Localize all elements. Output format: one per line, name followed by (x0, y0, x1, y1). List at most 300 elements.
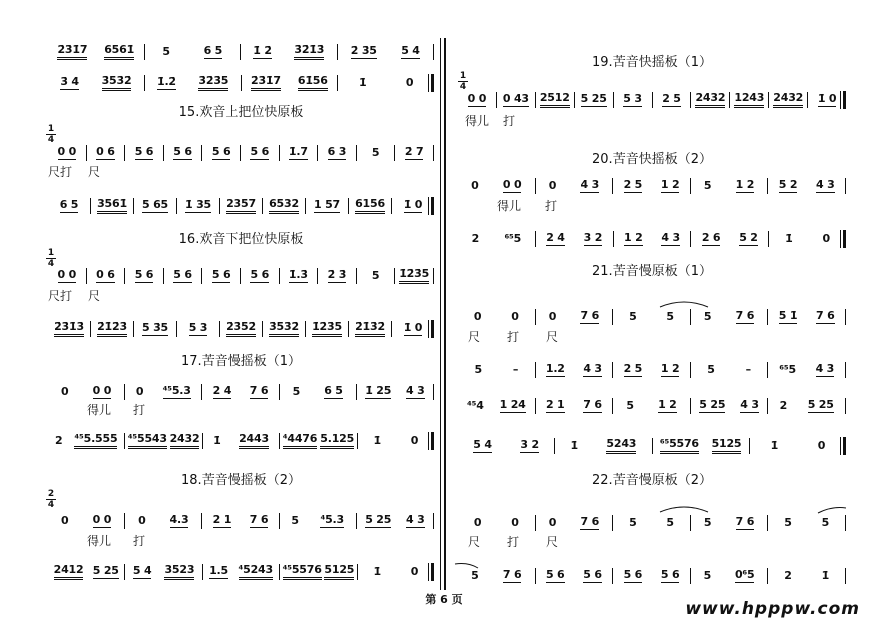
lyric: 打 (133, 534, 146, 548)
lyric: 得儿 (87, 403, 112, 417)
measure (768, 398, 846, 414)
time-signature (46, 124, 56, 145)
note-group: 2357 (226, 198, 256, 214)
note-group: 0 0 (57, 268, 77, 281)
note-group: 5 65 (142, 198, 168, 211)
right-column (458, 0, 846, 628)
column-separator (444, 38, 446, 590)
note-group: 3 2 (520, 438, 539, 451)
lyrics-line (48, 402, 434, 418)
note-group: 5 6 (250, 268, 270, 281)
note-group: 2 (779, 398, 788, 412)
measure (48, 198, 91, 214)
measure (48, 564, 125, 580)
lyrics-line (458, 329, 846, 345)
section-title: 17.苦音慢摇板（1） (181, 354, 301, 369)
note-group: 5 (629, 515, 637, 529)
note-group: 1̇2̇3̇5 (312, 321, 342, 337)
note-group: 0 (548, 515, 557, 529)
note-group: 5 25 (365, 513, 392, 526)
measure (357, 384, 434, 400)
measure (536, 515, 614, 531)
note-group: 5 (784, 515, 792, 529)
note-group: ⁴⁵5.555 (74, 433, 117, 449)
note-group: 5 4 (473, 438, 492, 451)
note-group: 5 (703, 309, 712, 323)
note-group: 2 (54, 433, 63, 447)
note-group: 1 24 (499, 398, 526, 411)
note-group: ⁴5243 (239, 564, 273, 580)
note-group: 1 2 (660, 178, 680, 191)
measure (145, 44, 242, 60)
measure (145, 75, 242, 91)
note-group: 1 2 (624, 231, 643, 244)
measure (280, 513, 357, 529)
note-group: 1̇ 0 (403, 321, 423, 334)
measure (395, 145, 434, 161)
note-group: 6 5 (59, 198, 79, 211)
note-group: 0⁶5 (734, 568, 755, 581)
note-group: 2̇3̇1̇3̇ (54, 321, 84, 337)
measure (164, 145, 203, 161)
measure (575, 92, 614, 108)
lyric: 打 (503, 114, 516, 128)
note-group: 5 3̇5 (142, 321, 168, 334)
measure (338, 44, 435, 60)
measure (220, 321, 263, 337)
measure (202, 384, 279, 400)
note-group: 61̇56 (298, 75, 328, 91)
note-group: 0 0 (57, 145, 77, 158)
note-group: 4 3 (815, 362, 835, 375)
time-signature-top: 2 (47, 489, 55, 499)
note-group: 0 (410, 433, 419, 447)
notation-line (48, 562, 434, 582)
measure (48, 44, 145, 60)
measure (241, 145, 280, 161)
note-group: 2̇ 3̇ (327, 268, 347, 281)
measure (306, 198, 349, 214)
lyric: 打 (507, 330, 520, 344)
measure (338, 75, 434, 91)
note-group: 2512 (540, 92, 570, 108)
measure (395, 268, 434, 284)
note-group: 3523 (164, 564, 194, 580)
note-group: 0 0 (467, 92, 487, 105)
lyric: 得儿 (465, 114, 490, 128)
measure (125, 513, 202, 529)
measure (691, 92, 730, 108)
measure (357, 268, 396, 284)
measure (48, 513, 125, 529)
note-group: 0 6 (96, 145, 115, 158)
note-group: 5 6 (250, 145, 270, 158)
note-group: ⁴⁵4 (466, 398, 484, 412)
note-group: 2 (471, 231, 480, 245)
note-group: 6561̇ (104, 44, 134, 60)
note-group: 1̇ 2̇ (253, 44, 272, 57)
note-group: 5 (703, 515, 712, 529)
note-group: 1 2 (735, 178, 755, 191)
note-group: 0 (817, 438, 826, 452)
time-signature (458, 71, 468, 92)
measure (125, 384, 202, 400)
measure (730, 92, 769, 108)
notation-line (458, 176, 846, 196)
measure (48, 145, 87, 161)
notation-line (458, 307, 846, 327)
note-group: 2̇3̇1̇7 (57, 44, 87, 60)
measure (769, 92, 808, 108)
note-group: – (512, 362, 519, 376)
note-group: 3 2 (583, 231, 603, 244)
note-group: 0 (473, 309, 482, 323)
time-signature (46, 489, 56, 510)
note-group: 2 5 (662, 92, 681, 105)
note-group: 2 (784, 568, 792, 582)
time-signature-bottom: 4 (47, 259, 55, 269)
note-group: 4 3 (406, 513, 425, 526)
measure (458, 362, 536, 378)
note-group: 5 (626, 398, 634, 412)
note-group: 3̇53̇2̇ (269, 321, 299, 337)
measure (653, 92, 692, 108)
notation-line (48, 511, 434, 531)
note-group: 5 (162, 44, 170, 58)
note-group: 4.3 (169, 513, 189, 526)
measure (497, 92, 536, 108)
lyric: 尺打 (48, 289, 73, 303)
note-group: 0 (410, 564, 419, 578)
note-group: 7 6 (583, 398, 602, 411)
note-group: 5125 (712, 438, 742, 454)
note-group: 1.5 (209, 564, 228, 577)
note-group: 1̇ 0 (817, 92, 837, 105)
note-group: 6 5 (324, 384, 343, 397)
section-title: 21.苦音慢原板（1） (592, 264, 712, 279)
note-group: 1̇ (785, 231, 793, 245)
measure (691, 178, 769, 194)
note-group: 1̇ 35 (185, 198, 211, 211)
measure (358, 564, 434, 580)
note-group: 2̇1̇3̇2̇ (355, 321, 385, 337)
measure (614, 92, 653, 108)
measure (808, 92, 846, 108)
lyric: 打 (133, 403, 146, 417)
measure (358, 433, 434, 449)
measure (202, 268, 241, 284)
time-signature-bottom: 4 (459, 82, 467, 92)
lyrics-line (48, 288, 434, 304)
notation-line (48, 143, 434, 163)
note-group: 0 0 (92, 384, 112, 397)
note-group: 3̇2̇3̇5 (198, 75, 228, 91)
measure (306, 321, 349, 337)
section-title: 16.欢音下把位快原板 (178, 232, 304, 247)
note-group: 7 6 (249, 513, 269, 526)
measure (134, 321, 177, 337)
measure (392, 321, 434, 337)
note-group: 0 (511, 309, 519, 323)
note-group: ⁴⁵5543 (128, 433, 167, 449)
note-group: 5125 (324, 564, 354, 580)
note-group: 2 5 (623, 362, 643, 375)
section-title: 22.苦音慢原板（2） (592, 473, 712, 488)
lyrics-line (458, 113, 846, 129)
note-group: 4 3 (661, 231, 680, 244)
note-group: 2432 (695, 92, 725, 108)
measure (318, 268, 357, 284)
note-group: 5 25 (92, 564, 119, 577)
note-group: 1̇.7 (288, 145, 308, 158)
measure (458, 309, 536, 325)
measure (691, 515, 769, 531)
measure (458, 398, 536, 414)
note-group: 2 1 (212, 513, 232, 526)
note-group: 5 (292, 384, 301, 398)
measure (87, 145, 126, 161)
note-group: 5 (666, 309, 674, 323)
note-group: 2 4 (212, 384, 232, 397)
measure (458, 92, 497, 108)
measure (691, 309, 769, 325)
note-group: 5 6 (173, 145, 192, 158)
measure (768, 362, 846, 378)
measure (280, 384, 357, 400)
notation-line (458, 396, 846, 416)
note-group: 5 2 (739, 231, 758, 244)
note-group: 1 57 (314, 198, 340, 211)
measure (87, 268, 126, 284)
note-group: 0 (138, 513, 146, 527)
note-group: 3561̇ (97, 198, 127, 214)
note-group: 2̇ 3̇5 (350, 44, 377, 57)
lyric: 尺 (468, 535, 481, 549)
measure (134, 198, 177, 214)
measure (536, 568, 614, 584)
measure (750, 438, 846, 454)
note-group: 2 4 (546, 231, 565, 244)
note-group: 1̇ (373, 564, 381, 578)
notation-line (48, 382, 434, 402)
note-group: 1̇ (213, 433, 221, 447)
note-group: 6532 (269, 198, 299, 214)
measure (768, 309, 846, 325)
note-group: 4 3 (406, 384, 425, 397)
measure (768, 178, 846, 194)
note-group: 6156 (355, 198, 385, 214)
note-group: ⁴⁵5.3 (162, 384, 191, 397)
note-group: 1243 (734, 92, 764, 108)
note-group: 6 5 (203, 44, 223, 57)
measure (280, 433, 357, 449)
measure (357, 513, 434, 529)
note-group: 7 6 (735, 515, 755, 528)
measure (555, 438, 652, 454)
note-group: 3̇ 4̇ (60, 75, 79, 88)
measure (769, 231, 846, 247)
note-group: 5 (474, 362, 482, 376)
note-group: ⁶⁵5576 (660, 438, 699, 454)
note-group: 5 6 (211, 268, 231, 281)
note-group: 2 6 (701, 231, 721, 244)
note-group: 1̇ (821, 568, 830, 582)
note-group: 7 6 (249, 384, 269, 397)
measure (536, 362, 614, 378)
note-group: ⁴5.3 (320, 513, 344, 526)
note-group: 5 1̇ (778, 309, 798, 322)
left-column (48, 0, 434, 628)
note-group: ⁴4476 (283, 433, 317, 449)
note-group: 5 6 (211, 145, 231, 158)
lyric: 尺 (546, 535, 559, 549)
note-group: 7 6 (580, 309, 600, 322)
measure (349, 321, 392, 337)
measure (125, 564, 202, 580)
measure (458, 178, 536, 194)
note-group: 5 25 (699, 398, 726, 411)
note-group: 0 43 (502, 92, 529, 105)
measure (202, 145, 241, 161)
note-group: 0 (822, 231, 830, 245)
lyric: 尺 (468, 330, 481, 344)
measure (48, 433, 125, 449)
note-group: 5 (371, 268, 380, 282)
notation-line (458, 566, 846, 586)
notation-line (48, 196, 434, 216)
section-title: 18.苦音慢摇板（2） (181, 473, 301, 488)
note-group: 1 2 (660, 362, 680, 375)
measure (91, 321, 134, 337)
measure (164, 268, 203, 284)
measure (613, 568, 691, 584)
note-group: – (745, 362, 751, 376)
note-group: 4 3 (816, 178, 835, 191)
lyric: 打 (507, 535, 520, 549)
note-group: 1̇.3̇ (288, 268, 308, 281)
note-group: 5 (666, 515, 674, 529)
lyric: 得儿 (87, 534, 112, 548)
lyric: 尺 (546, 330, 559, 344)
time-signature-top: 1 (459, 71, 467, 81)
measure (280, 564, 357, 580)
measure (125, 268, 164, 284)
notation-line (458, 229, 846, 249)
note-group: 7 6 (502, 568, 522, 581)
note-group: 5 6 (134, 145, 154, 158)
note-group: 4 3 (740, 398, 759, 411)
measure (280, 268, 319, 284)
site-watermark: www.hpppw.com (685, 599, 860, 619)
note-group: ⁶⁵5 (779, 362, 796, 376)
note-group: 5 6 (583, 568, 602, 581)
note-group: 0 (405, 75, 414, 89)
measure (203, 564, 280, 580)
notation-line (458, 90, 846, 110)
measure (318, 145, 357, 161)
note-group: 2432 (773, 92, 803, 108)
measure (203, 433, 280, 449)
note-group: 3̇2̇1̇3̇ (294, 44, 324, 60)
note-group: 0 (61, 513, 69, 527)
measure (263, 198, 306, 214)
time-signature-top: 1 (47, 124, 55, 134)
note-group: 2 1 (545, 398, 565, 411)
measure (691, 362, 769, 378)
measure (613, 309, 691, 325)
measure (280, 145, 319, 161)
note-group: ⁶⁵5 (504, 231, 522, 245)
note-group: 5 (821, 515, 830, 529)
note-group: 5 25 (580, 92, 607, 105)
time-signature-bottom: 4 (47, 500, 55, 510)
note-group: 1̇ 0 (403, 198, 423, 211)
note-group: 6 3 (327, 145, 347, 158)
measure (536, 178, 614, 194)
lyrics-line (458, 534, 846, 550)
measure (536, 92, 575, 108)
note-group: 5 (703, 178, 712, 192)
measure (614, 231, 692, 247)
note-group: 2̇3̇1̇7 (251, 75, 281, 91)
measure (691, 398, 769, 414)
note-group: 1.2 (545, 362, 565, 375)
measure (48, 321, 91, 337)
note-group: 0 (135, 384, 144, 398)
note-group: 1̇ (570, 438, 578, 452)
lyric: 尺打 (48, 165, 73, 179)
measure (263, 321, 306, 337)
measure (613, 362, 691, 378)
measure (613, 178, 691, 194)
measure (177, 198, 220, 214)
note-group: 2432 (170, 433, 200, 449)
note-group: 5 4 (132, 564, 152, 577)
measure (242, 75, 339, 91)
measure (768, 568, 846, 584)
note-group: 1̇ (373, 433, 381, 447)
measure (458, 438, 555, 454)
notation-line (458, 513, 846, 533)
measure (536, 309, 614, 325)
note-group: 5 (629, 309, 637, 323)
measure (458, 515, 536, 531)
notation-line (458, 360, 846, 380)
note-group: 5 6 (545, 568, 565, 581)
note-group: 2̇ 7 (404, 145, 424, 158)
note-group: 5 6 (134, 268, 154, 281)
note-group: 2 5 (623, 178, 643, 191)
lyrics-line (48, 164, 434, 180)
note-group: 0 0 (92, 513, 112, 526)
note-group: 4 3 (580, 178, 600, 191)
note-group: 5 6 (660, 568, 680, 581)
note-group: 1̇2̇3̇5 (399, 268, 429, 284)
measure (48, 384, 125, 400)
measure (691, 568, 769, 584)
note-group: 0 (511, 515, 519, 529)
measure (653, 438, 750, 454)
note-group: 7 6 (580, 515, 600, 528)
time-signature-bottom: 4 (47, 135, 55, 145)
note-group: 0 (548, 309, 557, 323)
notation-line (48, 73, 434, 93)
lyric: 打 (545, 199, 558, 213)
note-group: 0 (473, 515, 482, 529)
measure (536, 398, 614, 414)
note-group: 5 3 (188, 321, 208, 334)
lyrics-line (48, 533, 434, 549)
